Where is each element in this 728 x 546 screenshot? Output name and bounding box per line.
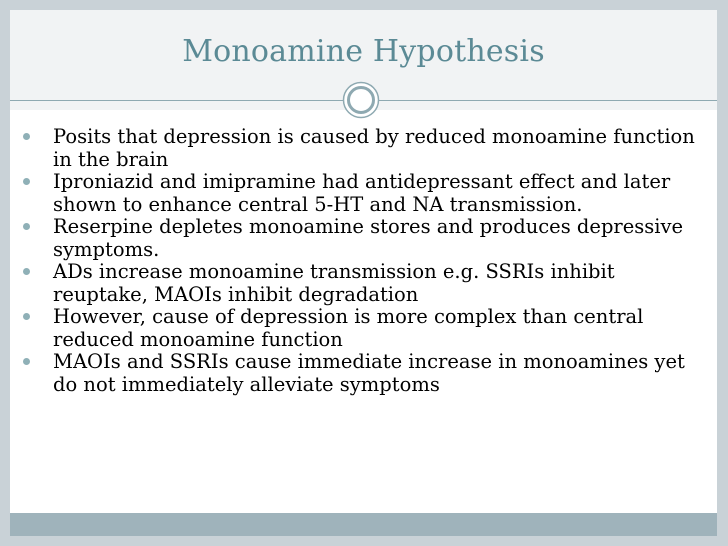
bullet-text: Iproniazid and imipramine had antidepressant effect and later shown to enhance central 5-HT and NA transmission. xyxy=(53,170,671,216)
bullet-item xyxy=(18,126,708,171)
bullet-item xyxy=(18,216,708,261)
bullet-dot-icon xyxy=(23,313,30,320)
bullet-text: Posits that depression is caused by reduced monoamine function in the brain xyxy=(53,125,695,171)
bullet-list xyxy=(18,126,708,396)
bullet-text: MAOIs and SSRIs cause immediate increase in monoamines yet do not immediately alleviate symptoms xyxy=(53,350,685,396)
circle-ornament-icon xyxy=(342,81,380,119)
bullet-item xyxy=(18,351,708,396)
bullet-dot-icon xyxy=(23,133,30,140)
bullet-item xyxy=(18,306,708,351)
bottom-band xyxy=(10,513,717,536)
bullet-text: ADs increase monoamine transmission e.g. SSRIs inhibit reuptake, MAOIs inhibit degradation xyxy=(53,260,615,306)
slide-title: Monoamine Hypothesis xyxy=(182,34,545,69)
bullet-dot-icon xyxy=(23,223,30,230)
bullet-item xyxy=(18,261,708,306)
bullet-text: Reserpine depletes monoamine stores and produces depressive symptoms. xyxy=(53,215,684,261)
bullet-dot-icon xyxy=(23,268,30,275)
bullet-dot-icon xyxy=(23,178,30,185)
bullet-text: However, cause of depression is more complex than central reduced monoamine function xyxy=(53,305,644,351)
bullet-item xyxy=(18,171,708,216)
bullet-dot-icon xyxy=(23,358,30,365)
